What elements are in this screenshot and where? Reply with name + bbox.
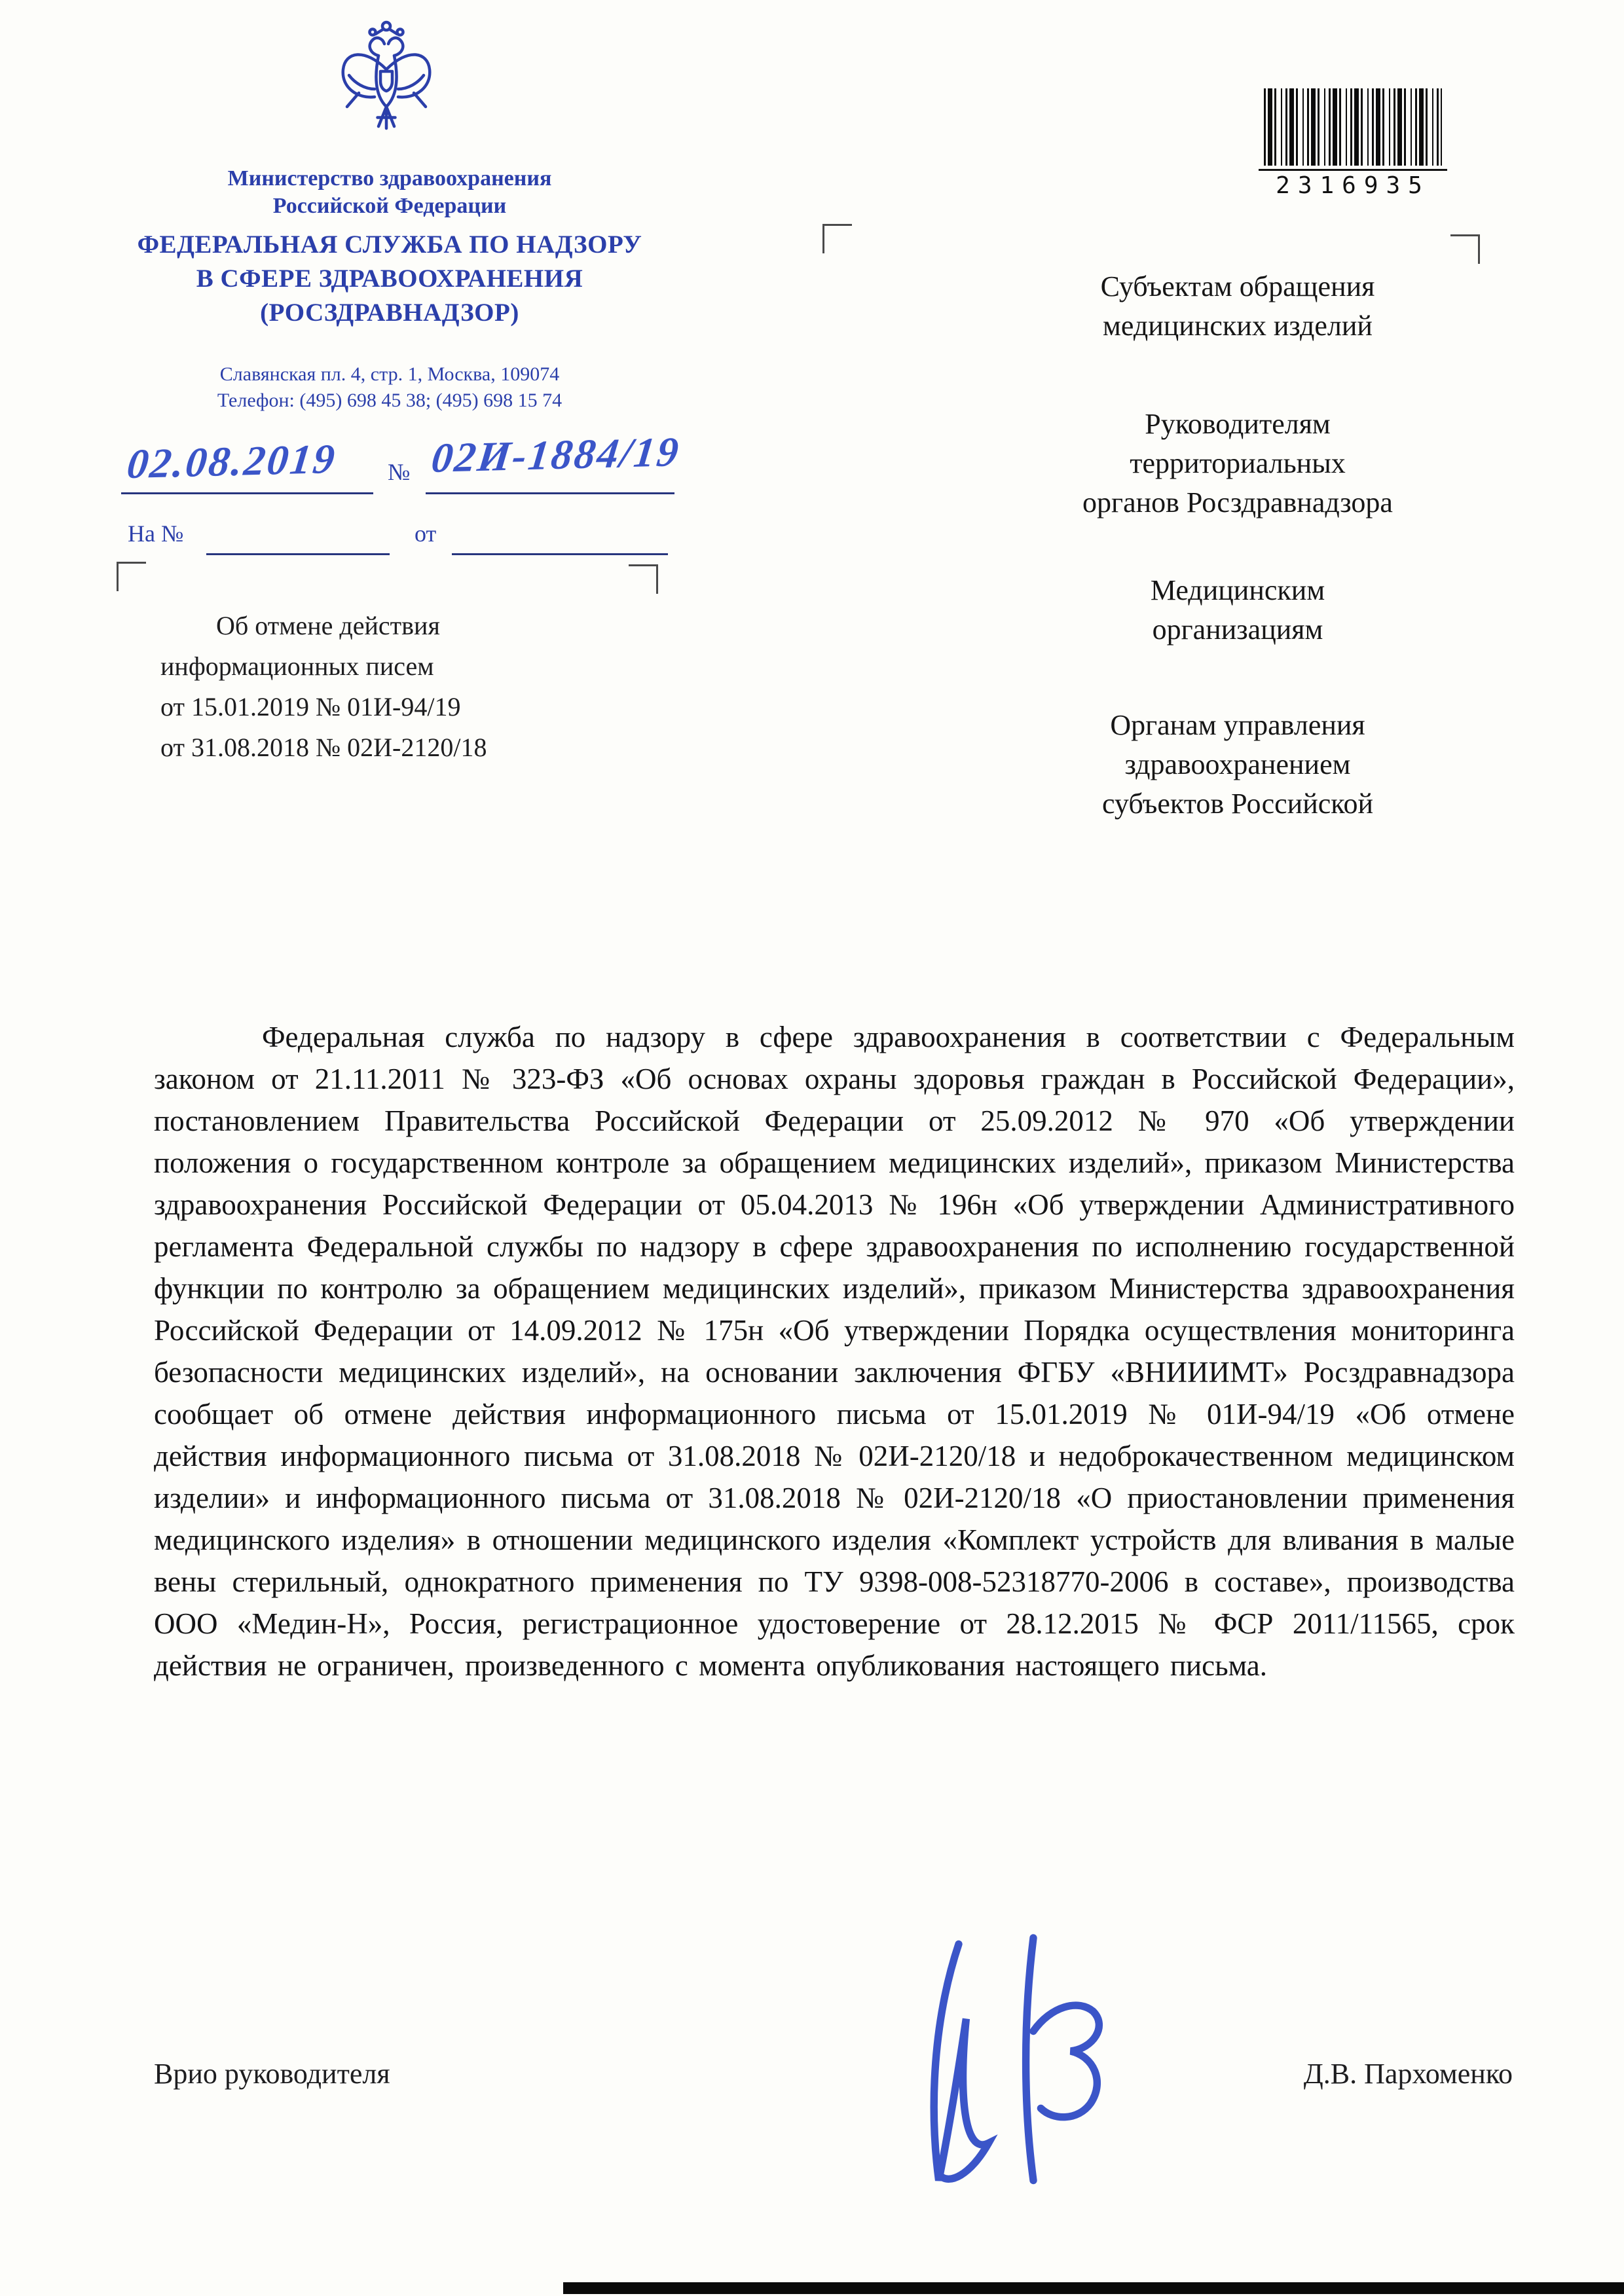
addressee-block-subjects	[976, 267, 1500, 346]
handwritten-signature	[884, 1918, 1133, 2206]
service-line: ФЕДЕРАЛЬНАЯ СЛУЖБА ПО НАДЗОРУ	[137, 230, 642, 259]
addressee-line: органов Росздравнадзора	[1082, 486, 1393, 519]
addressee-line: Органам управления	[1110, 709, 1365, 741]
addressee-line: медицинских изделий	[1103, 310, 1373, 342]
reply-to-number-label: На №	[128, 520, 184, 547]
addressee-line: субъектов Российской	[1101, 788, 1373, 820]
phone-numbers: Телефон: (495) 698 45 38; (495) 698 15 74	[217, 390, 563, 411]
corner-mark-addressee-left	[822, 224, 852, 253]
corner-mark-subject-left	[117, 562, 146, 591]
barcode-number: 2316935	[1259, 169, 1447, 199]
number-underline	[426, 492, 674, 494]
addressee-block-health-authorities	[976, 706, 1500, 824]
subject-line: от 31.08.2018 № 02И-2120/18	[160, 733, 487, 762]
reply-date-blank-line	[452, 553, 668, 555]
addressee-line: Медицинским	[1150, 574, 1325, 606]
letter-body-paragraph: Федеральная служба по надзору в сфере здравоохранения в соответствии с Федеральным законом от 21.11.2011 № 323-ФЗ «Об основах охраны здоровья граждан в Российской Федерации», постановлением Правительства Российской Федерации от 25.09.2012 № 970 «Об утверждении положения о государственном контроле за обращением медицинских изделий», приказом Министерства здравоохранения Российской Федерации от 05.04.2013 № 196н «Об утверждении Административного регламента Федеральной службы по надзору в сфере здравоохранения по исполнению государственной функции по контролю за обращением медицинских изделий», приказом Министерства здравоохранения Российской Федерации от 14.09.2012 № 175н «Об утверждении Порядка осуществления мониторинга безопасности медицинских изделий», на основании заключения ФГБУ «ВНИИИМТ» Росздравнадзора сообщает об отмене действия информационного письма от 15.01.2019 № 01И-94/19 «Об отмене действия информационного письма от 31.08.2018 № 02И-2120/18 и недоброкачественном медицинском изделии» и информационного письма от 31.08.2018 № 02И-2120/18 «О приостановлении применения медицинского изделия» в отношении медицинского изделия «Комплект устройств для вливания в малые вены стерильный, однократного применения по ТУ 9398-008-52318770-2006 в составе», производства ООО «Медин-Н», Россия, регистрационное удостоверение от 28.12.2015 № ФСР 2011/11565, срок действия не ограничен, произведенного с момента опубликования настоящего письма.	[154, 1021, 1515, 1682]
reply-number-blank-line	[206, 553, 390, 555]
ministry-line: Российской Федерации	[272, 194, 507, 218]
addressee-block-heads	[976, 405, 1500, 522]
signatory-name: Д.В. Пархоменко	[1303, 2058, 1513, 2090]
subject-line: Об отмене действия	[216, 611, 440, 640]
scan-edge-artifact	[563, 2282, 1624, 2294]
russia-coat-of-arms-icon	[337, 12, 435, 151]
barcode-icon	[1264, 88, 1442, 166]
handwritten-outgoing-number: 02И-1884/19	[429, 428, 683, 481]
handwritten-date: 02.08.2019	[124, 435, 339, 488]
addressee-line: здравоохранением	[1124, 748, 1351, 780]
contact-info	[98, 361, 681, 414]
addressee-block-medical-orgs	[976, 571, 1500, 649]
corner-mark-addressee-right	[1450, 234, 1480, 264]
ministry-line: Министерство здравоохранения	[227, 166, 552, 191]
service-line: В СФЕРЕ ЗДРАВООХРАНЕНИЯ	[196, 264, 583, 293]
corner-mark-subject-right	[629, 564, 658, 594]
service-name	[98, 228, 681, 330]
addressee-line: организациям	[1152, 613, 1323, 646]
subject-line: от 15.01.2019 № 01И-94/19	[160, 692, 461, 721]
number-sign-label: №	[388, 459, 411, 485]
ministry-name	[98, 165, 681, 220]
letter-subject	[160, 606, 593, 768]
addressee-line: Субъектам обращения	[1100, 270, 1375, 302]
date-underline	[121, 492, 373, 494]
reply-from-date-label: от	[415, 520, 437, 547]
postal-address: Славянская пл. 4, стр. 1, Москва, 109074	[219, 363, 560, 385]
signatory-position: Врио руководителя	[154, 2058, 390, 2090]
subject-line: информационных писем	[160, 651, 434, 681]
service-line: (РОСЗДРАВНАДЗОР)	[260, 299, 519, 327]
addressee-line: Руководителям	[1145, 408, 1331, 440]
addressee-line: территориальных	[1130, 447, 1346, 479]
